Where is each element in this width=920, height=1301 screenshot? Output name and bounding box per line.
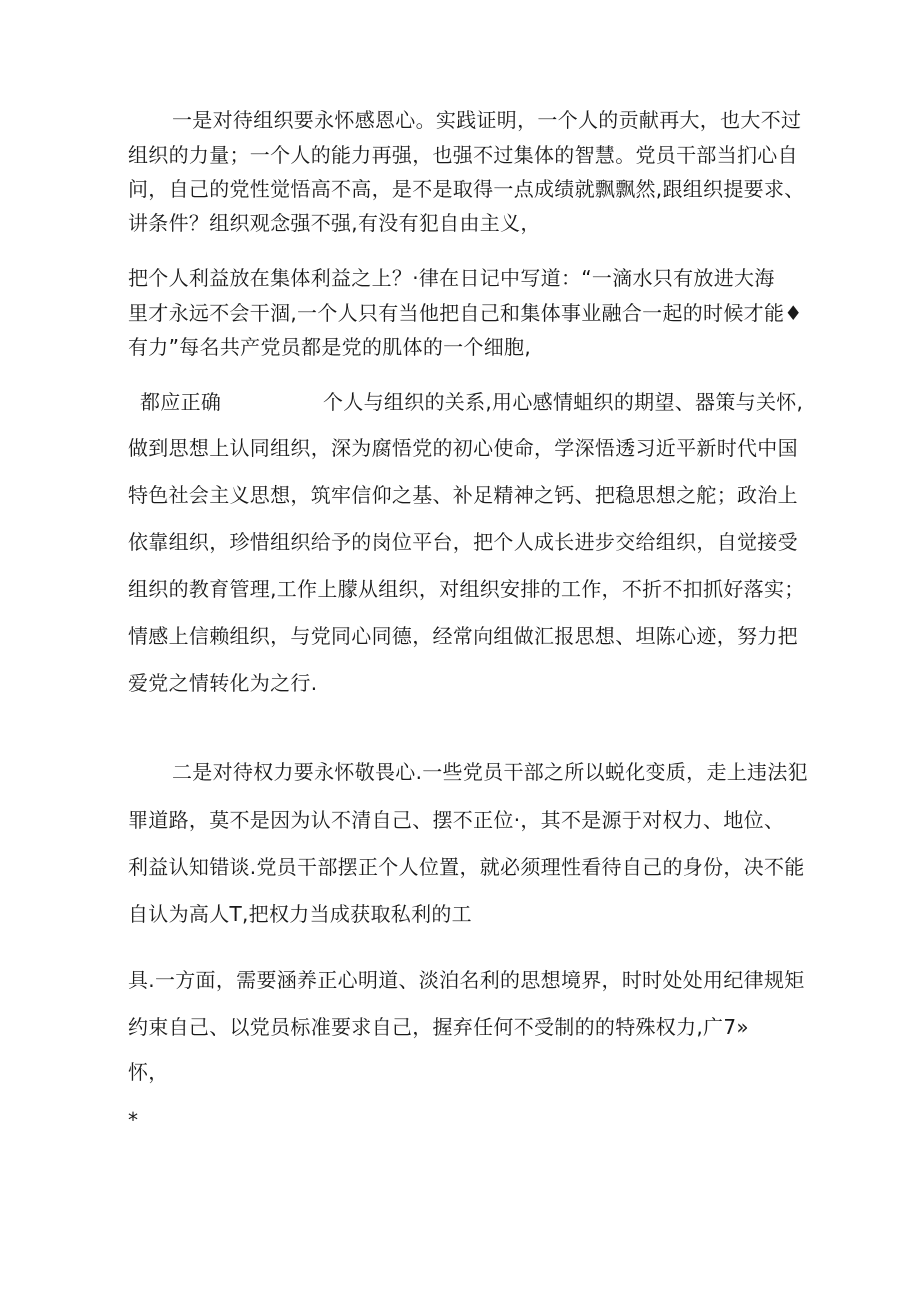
paragraph-2-line-1: 把个人利益放在集体利益之上？·律在日记中写道：“一滴水只有放进大海 bbox=[128, 266, 775, 290]
paragraph-5-line-4: * bbox=[128, 1108, 139, 1132]
paragraph-4-line-2: 罪道路，莫不是因为认不清自己、摆不正位·，其不是源于对权力、地位、 bbox=[128, 808, 785, 832]
paragraph-4-line-4: 自认为高人T,把权力当成获取私利的工 bbox=[128, 902, 472, 926]
paragraph-5-line-3: 怀， bbox=[128, 1060, 169, 1084]
paragraph-3-line-1-left: 都应正确 bbox=[140, 390, 222, 414]
paragraph-1-line-4: 讲条件？组织观念强不强,有没有犯自由主义， bbox=[128, 211, 541, 235]
paragraph-5-line-1: 具.一方面，需要涵养正心明道、淡泊名利的思想境界，时时处处用纪律规矩 bbox=[128, 968, 805, 992]
paragraph-3-line-4: 依靠组织，珍惜组织给予的岗位平台，把个人成长进步交给组织，自觉接受 bbox=[128, 530, 798, 554]
paragraph-3-line-2: 做到思想上认同组织，深为腐悟党的初心使命，学深悟透习近平新时代中国 bbox=[128, 436, 798, 460]
paragraph-3-line-3: 特色社会主义思想，筑牢信仰之基、补足精神之钙、把稳思想之舵；政治上 bbox=[128, 483, 798, 507]
paragraph-4-line-3: 利益认知错谈.党员干部摆正个人位置，就必须理性看待自己的身份，决不能 bbox=[128, 855, 805, 879]
paragraph-1-line-2: 组织的力量；一个人的能力再强，也强不过集体的智慧。党员干部当扪心自 bbox=[128, 143, 798, 167]
paragraph-3-line-5: 组织的教育管理,工作上朦从组织，对组织安排的工作，不折不扣抓好落实； bbox=[128, 577, 805, 601]
paragraph-4-line-1: 二是对待权力要永怀敬畏心.一些党员干部之所以蜕化变质，走上违法犯 bbox=[172, 760, 808, 784]
paragraph-3-line-7: 爱党之情转化为之行. bbox=[128, 671, 318, 695]
paragraph-2-line-3: 有力”每名共产党员都是党的肌体的一个细胞, bbox=[128, 335, 532, 359]
paragraph-1-line-1: 一是对待组织要永怀感恩心。实践证明，一个人的贡献再大，也大不过 bbox=[172, 108, 802, 132]
paragraph-3-line-6: 情感上信赖组织，与党同心同德，经常向组做汇报思想、坦陈心迹，努力把 bbox=[128, 624, 798, 648]
paragraph-5-line-2: 约束自己、以党员标准要求自己，握弃任何不受制的的特殊权力,广7» bbox=[128, 1015, 749, 1039]
paragraph-1-line-3: 问，自己的党性觉悟高不高，是不是取得一点成绩就飘飘然,跟组织提要求、 bbox=[128, 177, 805, 201]
paragraph-3-line-1-right: 个人与组织的关系,用心感情蛆织的期望、器策与关怀, bbox=[323, 390, 804, 414]
paragraph-2-line-2: 里才永远不会干涸,一个人只有当他把自己和集体事业融合一起的时候才能♦ bbox=[128, 301, 803, 325]
